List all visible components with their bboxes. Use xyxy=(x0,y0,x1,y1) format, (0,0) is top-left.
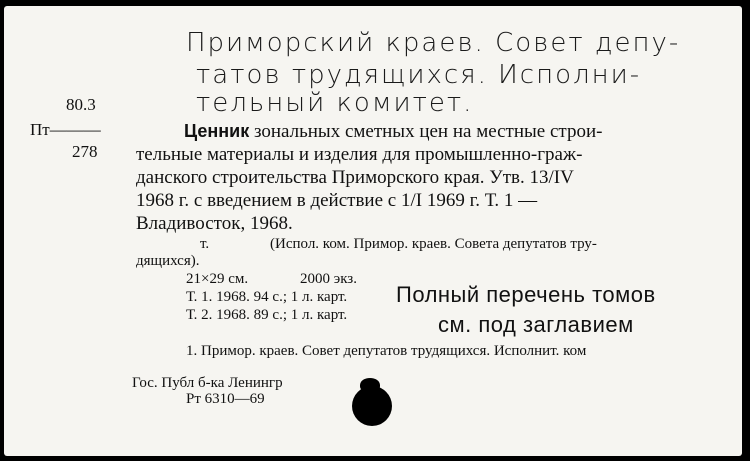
stamp-line-2: см. под заглавием xyxy=(438,312,634,337)
handwritten-line-1: Приморский краев. Совет депу- xyxy=(186,28,681,58)
responsibility-t: т. xyxy=(200,236,210,252)
responsibility-line-2: дящихся). xyxy=(136,253,200,269)
copies: 2000 экз. xyxy=(300,271,357,287)
stamp-line-1: Полный перечень томов xyxy=(396,282,656,307)
volume-1: Т. 1. 1968. 94 с.; 1 л. карт. xyxy=(186,289,348,305)
description-line-1: зональных сметных цен на местные строи- xyxy=(253,121,603,142)
handwritten-line-2: татов трудящихся. Исполни- xyxy=(196,60,642,90)
title: Ценник xyxy=(184,121,250,141)
classification-code: 80.3 xyxy=(66,95,96,114)
author-mark: Пт——— xyxy=(30,120,101,139)
subject-entry: 1. Примор. краев. Совет депутатов трудящихся. Исполнит. ком xyxy=(186,343,587,359)
volume-2: Т. 2. 1968. 89 с.; 1 л. карт. xyxy=(186,307,348,323)
description-line-2: тельные материалы и изделия для промышленно-граж- xyxy=(136,144,583,165)
handwritten-line-3: тельный комитет. xyxy=(196,88,474,118)
description-line-3: данского строительства Приморского края. Утв. 13/IV xyxy=(136,167,574,188)
description-line-4: 1968 г. с введением в действие с 1/I 1969 г. Т. 1 — xyxy=(136,190,538,211)
card-number: 278 xyxy=(72,142,98,161)
library-name: Гос. Публ б-ка Ленингр xyxy=(132,375,283,391)
bibliographic-description xyxy=(136,120,716,235)
order-number: Рт 6310—69 xyxy=(186,391,265,407)
responsibility-line-1: (Испол. ком. Примор. краев. Совета депутатов тру- xyxy=(270,236,597,252)
ink-blot xyxy=(352,386,392,426)
size: 21×29 см. xyxy=(186,271,249,287)
description-line-5: Владивосток, 1968. xyxy=(136,213,293,234)
